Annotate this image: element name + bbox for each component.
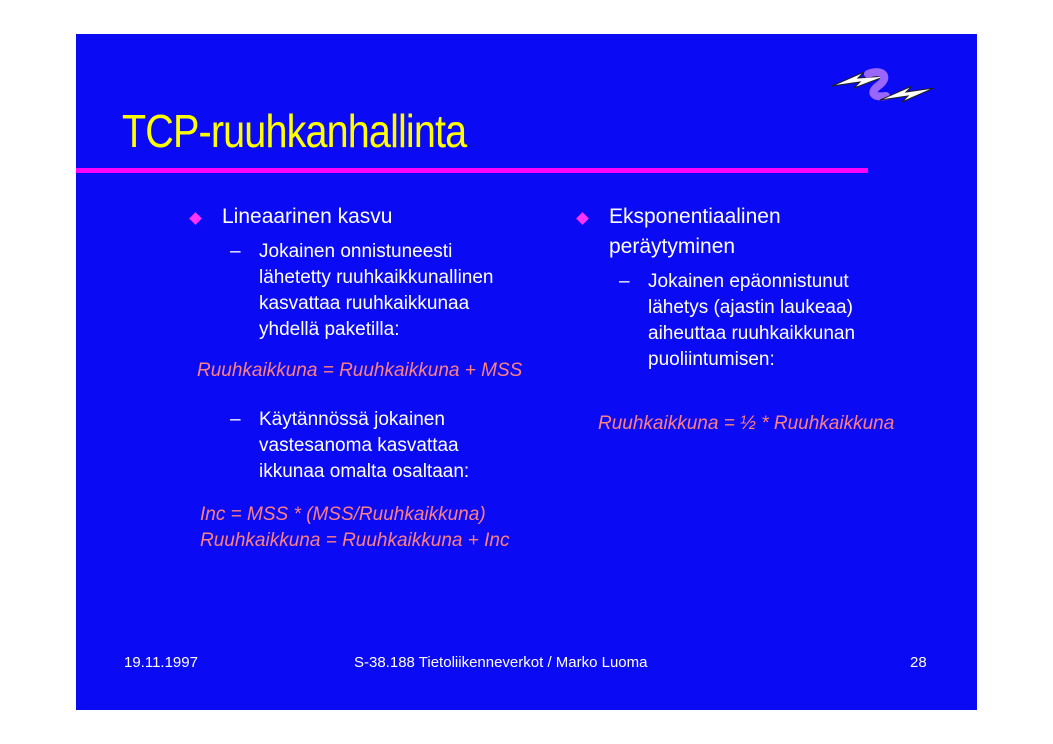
bullet-icon [189,212,202,225]
text-line: lähetetty ruuhkaikkunallinen [259,267,494,288]
left-bullet-text: Lineaarinen kasvu [222,205,393,228]
bullet-icon [576,212,589,225]
text-line: ikkunaa omalta osaltaan: [259,461,470,482]
title-underline [76,168,868,173]
text-line: Jokainen onnistuneesti [259,241,453,262]
dash-marker: – [230,409,241,430]
dash-marker: – [230,241,241,262]
text-line: puoliintumisen: [648,349,775,370]
text-line: yhdellä paketilla: [259,319,400,340]
text-line: Jokainen epäonnistunut [648,271,849,292]
slide-title: TCP-ruuhkanhallinta [122,105,467,157]
text-line: Eksponentiaalinen [609,205,781,228]
footer-page-number: 28 [910,654,927,671]
right-bullet-text [609,202,781,262]
text-line: peräytyminen [609,235,736,258]
slide [76,34,977,710]
text-line: vastesanoma kasvattaa [259,435,459,456]
text-line: kasvattaa ruuhkaikkunaa [259,293,470,314]
footer-date: 19.11.1997 [124,654,198,671]
dash-marker: – [619,271,630,292]
formula-backoff: Ruuhkaikkuna = ½ * Ruuhkaikkuna [598,413,895,434]
right-sub1 [648,269,855,373]
text-line: aiheuttaa ruuhkaikkunan [648,323,856,344]
formula-line: Ruuhkaikkuna = Ruuhkaikkuna + Inc [200,530,510,551]
left-sub1 [259,239,494,343]
left-sub2 [259,407,469,485]
formula-line: Inc = MSS * (MSS/Ruuhkaikkuna) [200,504,486,525]
footer-course: S-38.188 Tietoliikenneverkot / Marko Luoma [354,654,648,671]
lightning-logo-icon [824,66,940,110]
formula-inc [200,502,509,554]
text-line: Käytännössä jokainen [259,409,445,430]
text-line: lähetys (ajastin laukeaa) [648,297,853,318]
formula-linear: Ruuhkaikkuna = Ruuhkaikkuna + MSS [197,360,523,381]
